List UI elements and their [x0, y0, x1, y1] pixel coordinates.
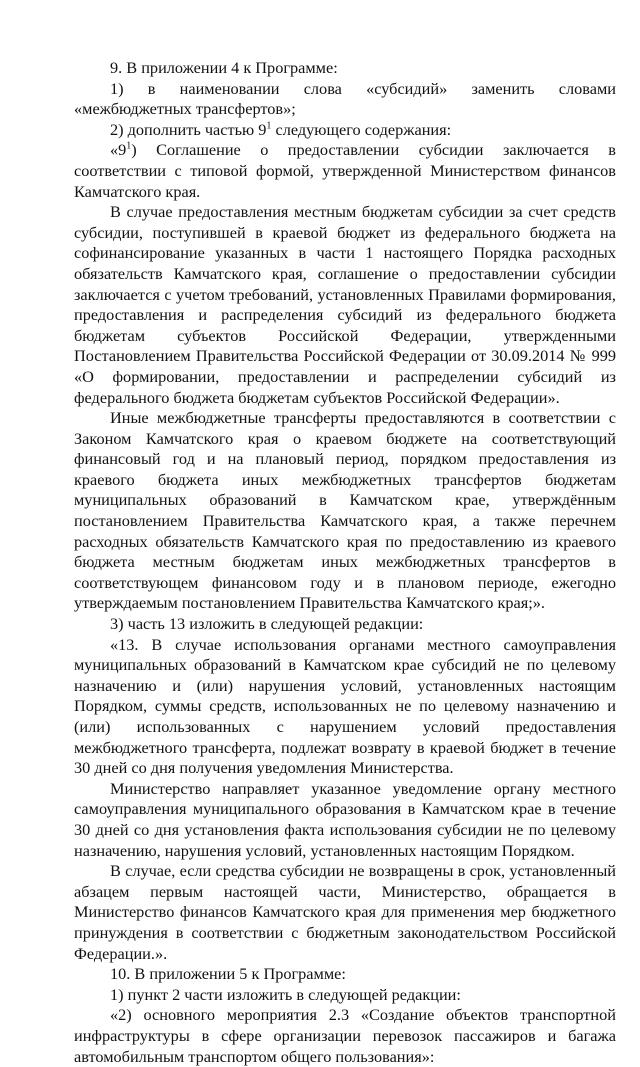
paragraph-ministry-notice: Министерство направляет указанное уведомление органу местного самоуправления муниципального образования в Камчатском крае в течение 30 дней со дня установления факта использования субсидии не по целевому назначению, нарушения условий, установленных настоящим Порядком. [74, 778, 616, 860]
paragraph-subitem-1: 1) в наименовании слова «субсидий» заменить словами «межбюджетных трансфертов»; [74, 78, 616, 119]
paragraph-part-9-1 [74, 140, 616, 202]
paragraph-item-10: 10. В приложении 5 к Программе: [110, 964, 346, 984]
paragraph-part-9-1-text: «9 [110, 140, 127, 160]
paragraph-item-9: 9. В приложении 4 к Программе: [110, 58, 338, 77]
paragraph-subitem-2 [74, 120, 616, 141]
paragraph-subitem-1b: 1) пункт 2 части изложить в следующей редакции: [110, 984, 461, 1004]
paragraph-subitem-2-text: 2) дополнить частью 9 [110, 119, 267, 139]
paragraph-subitem-3: 3) часть 13 изложить в следующей редакции: [110, 614, 424, 634]
superscript: 1 [266, 120, 272, 132]
document-page [74, 58, 616, 1067]
paragraph-part-9-1-post: ) Соглашение о предоставлении субсидии заключается в соответствии с типовой формой, утвержденной Министерством финансов Камчатского края. [74, 140, 616, 201]
paragraph-part-13: «13. В случае использования органами местного самоуправления муниципальных образований в Камчатском крае субсидий не по целевому назначению и (или) нарушения условий, установленных настоящим Порядком, суммы средств, использованных не по целевому назначению и (или) использованных с нарушением условий предоставления межбюджетного трансферта, подлежат возврату в краевой бюджет в течение 30 дней со дня получения уведомления Министерства. [74, 634, 616, 778]
paragraph-other-transfers: Иные межбюджетные трансферты предоставляются в соответствии с Законом Камчатского края о краевом бюджете на соответствующий финансовый год и на плановый период, порядком предоставления из краевого бюджета иных межбюджетных трансфертов бюджетам муниципальных образований в Камчатском крае, утверждённым постановлением Правительства Камчатского края, а также перечнем расходных обязательств Камчатского края по предоставлению из краевого бюджета местным бюджетам иных межбюджетных трансфертов в соответствующем финансовом году и в плановом периоде, ежегодно утверждаемым постановлением Правительства Камчатского края;». [74, 408, 616, 613]
superscript: 1 [126, 140, 132, 152]
paragraph-subitem-2-post: следующего содержания: [271, 119, 452, 139]
paragraph-not-returned: В случае, если средства субсидии не возвращены в срок, установленный абзацем первым настоящей части, Министерство, обращается в Министерство финансов Камчатского края для применения мер бюджетного принуждения в соответствии с бюджетным законодательством Российской Федерации.». [74, 861, 616, 963]
paragraph-subsidy-federal: В случае предоставления местным бюджетам субсидии за счет средств субсидии, поступившей в краевой бюджет из федерального бюджета на софинансирование указанных в части 1 настоящего Порядка расходных обязательств Камчатского края, соглашение о предоставлении субсидии заключается с учетом требований, установленных Правилами формирования, предоставления и распределения субсидий из федерального бюджета бюджетам субъектов Российской Федерации, утвержденными Постановлением Правительства Российской Федерации от 30.09.2014 № 999 «О формировании, предоставлении и распределении субсидий из федерального бюджета бюджетам субъектов Российской Федерации». [74, 202, 616, 407]
paragraph-main-activity: «2) основного мероприятия 2.3 «Создание объектов транспортной инфраструктуры в сфере организации перевозок пассажиров и багажа автомобильным транспортом общего пользования»: [74, 1005, 616, 1066]
